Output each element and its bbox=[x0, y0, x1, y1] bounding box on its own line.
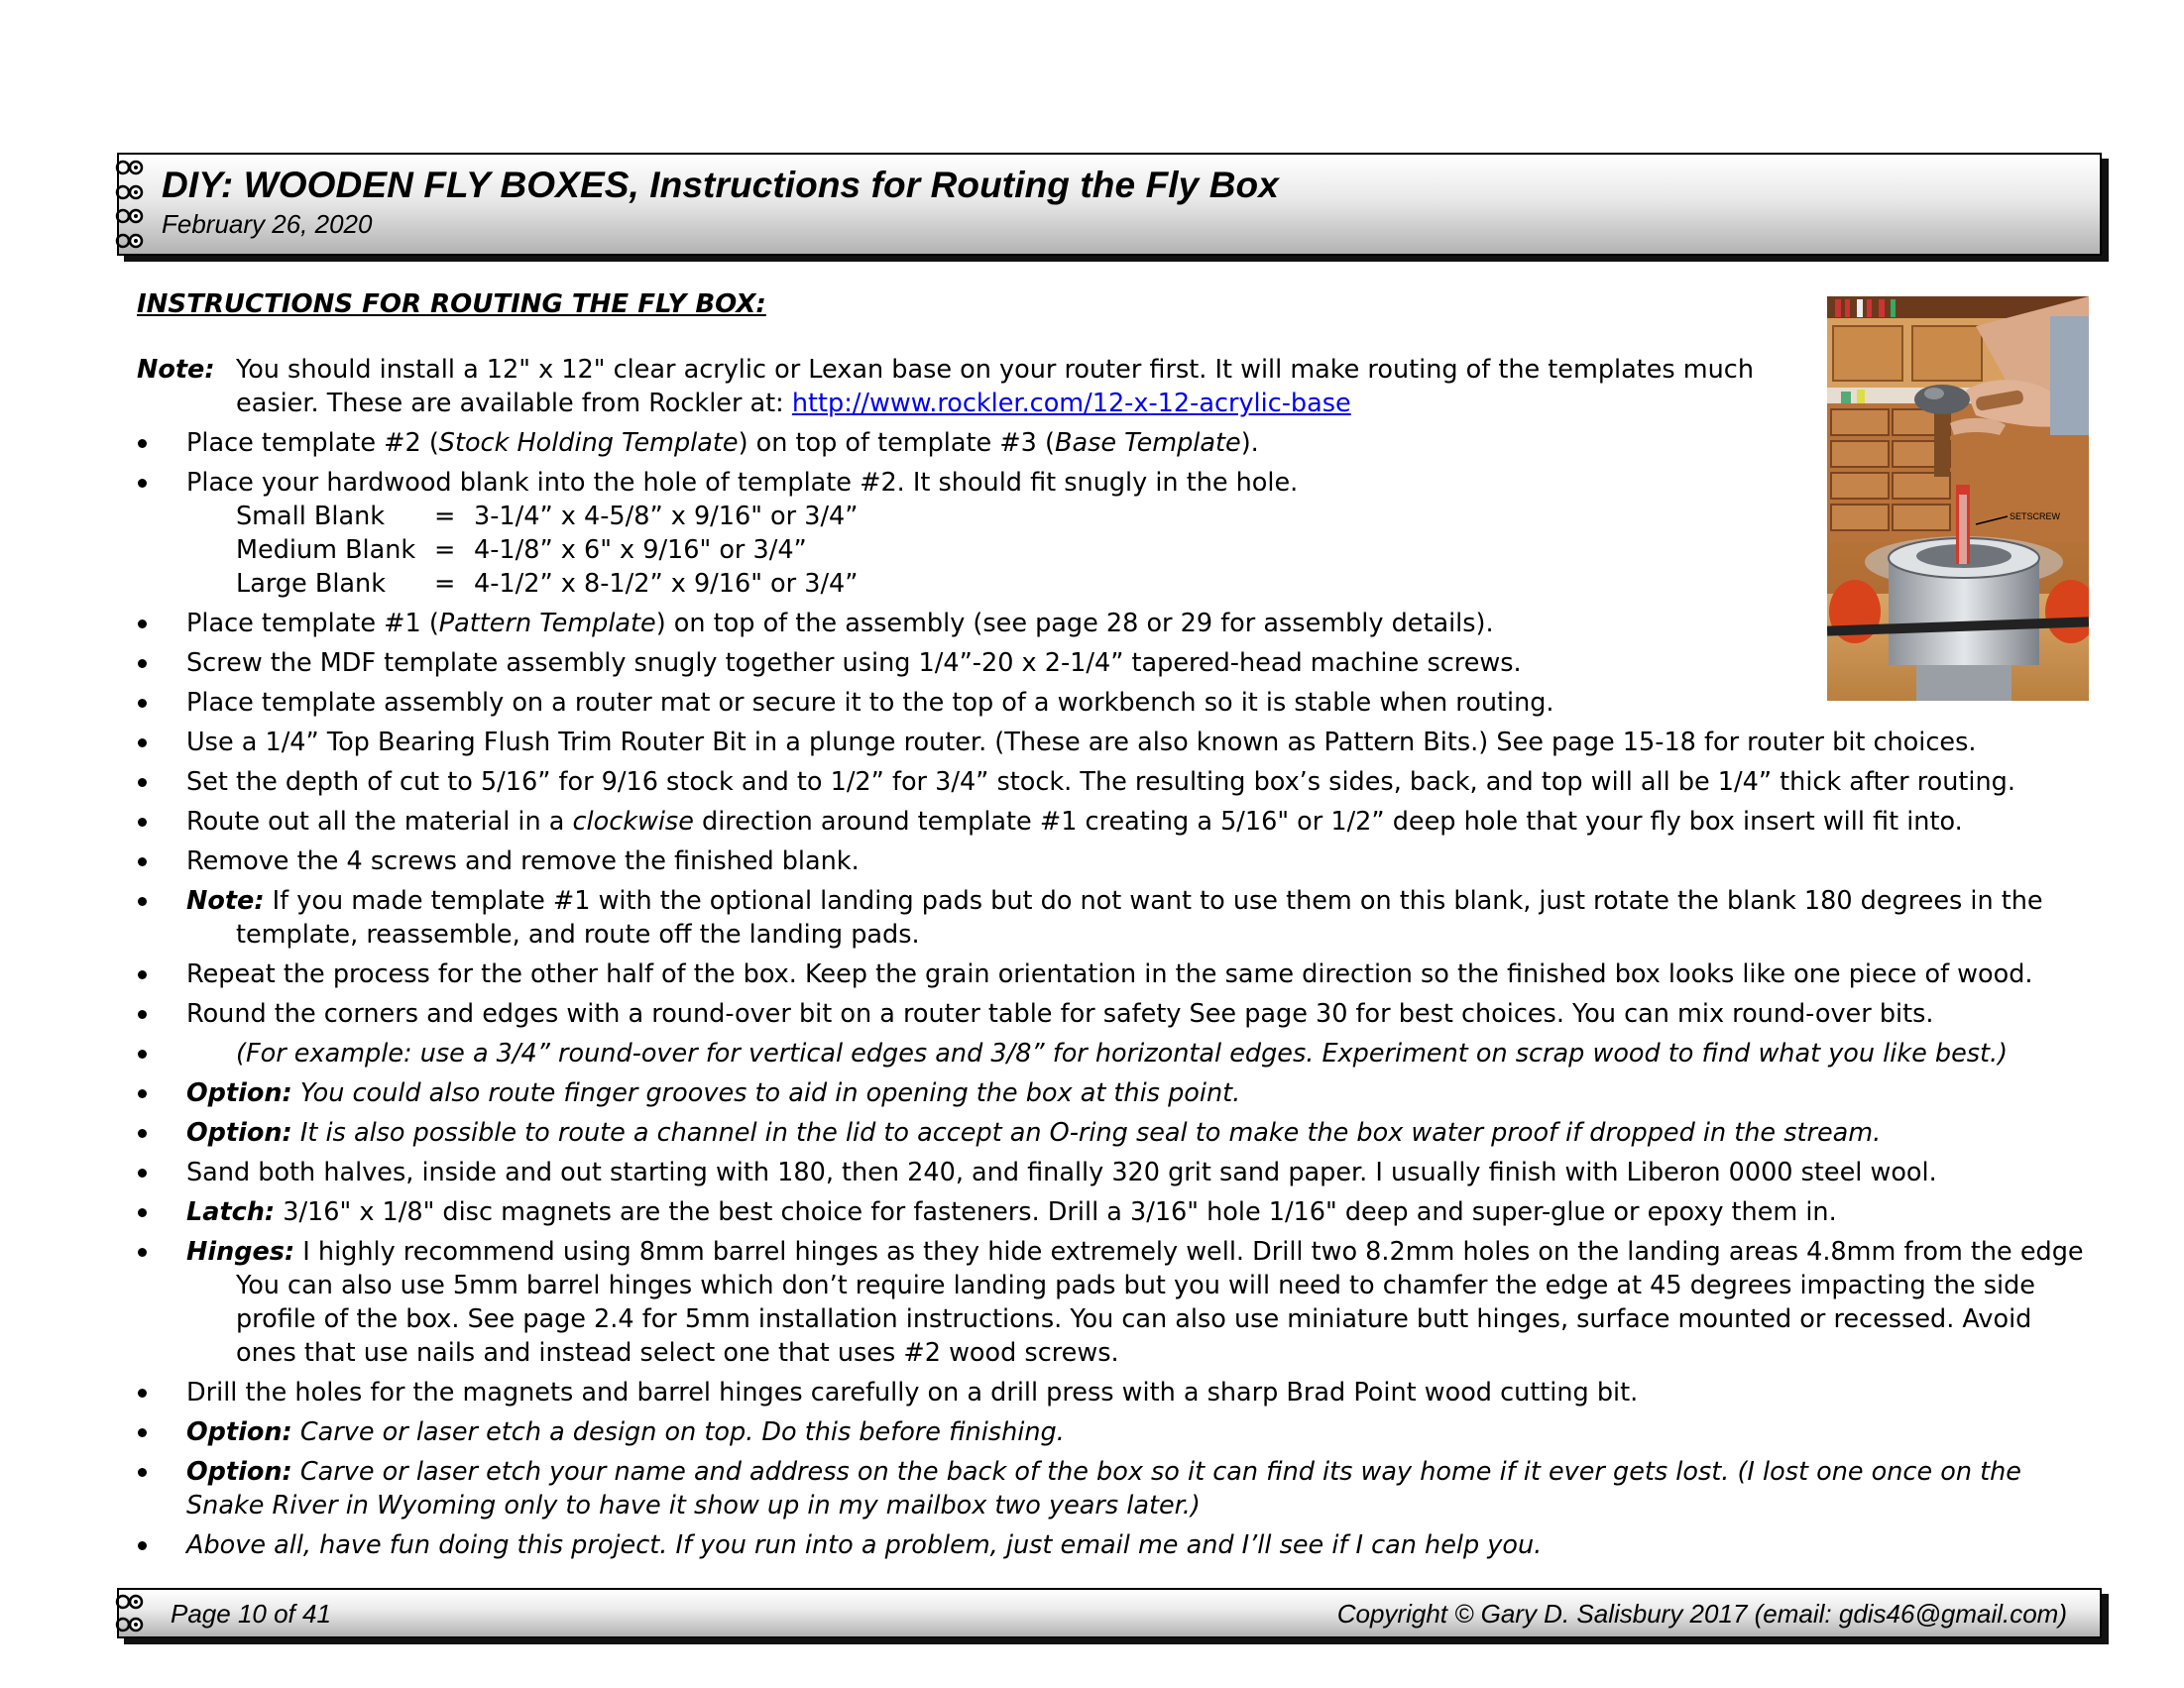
binder-rings bbox=[115, 1588, 147, 1638]
binder-ring-icon bbox=[115, 1592, 147, 1612]
list-item: Place your hardwood blank into the hole of template #2. It should fit snugly in the hole. Small Blank = 3-1/4” x 4-5/8” x 9/16" or 3/4” Medium Blank = 4-1/8” x 6" x 9/16" or 3/4” Large Blank = 4-1/2” x 8-1/2” x 9/16" or 3/4” bbox=[137, 466, 2120, 601]
bullet-icon bbox=[138, 1010, 147, 1019]
table-row: Small Blank = 3-1/4” x 4-5/8” x 9/16" or 3/4” bbox=[236, 502, 859, 531]
list-item: Latch: 3/16" x 1/8" disc magnets are the best choice for fasteners. Drill a 3/16" hole 1/16" deep and super-glue or epoxy them in. bbox=[137, 1195, 2120, 1229]
bullet-icon bbox=[138, 1208, 147, 1217]
list-item: Remove the 4 screws and remove the finished blank. bbox=[137, 844, 2120, 878]
blank-sizes-table bbox=[236, 500, 859, 601]
list-item: Hinges: I highly recommend using 8mm barrel hinges as they hide extremely well. Drill two 8.2mm holes on the landing areas 4.8mm from the edge You can also use 5mm barrel hinges which don’t require landing pads but you will need to chamfer the edge at 45 degrees impacting the side profile of the box. See page 2.4 for 5mm installation instructions. You can also use miniature butt hinges, surface mounted or recessed. Avoid ones that use nails and instead select one that uses #2 wood screws. bbox=[137, 1235, 2120, 1370]
list-item: Option: Carve or laser etch a design on top. Do this before finishing. bbox=[137, 1415, 2120, 1449]
binder-ring-icon bbox=[115, 1615, 147, 1634]
list-item: Option: You could also route finger grooves to aid in opening the box at this point. bbox=[137, 1076, 2120, 1110]
table-row: Medium Blank = 4-1/8” x 6" x 9/16" or 3/4” bbox=[236, 535, 807, 565]
list-item: Use a 1/4” Top Bearing Flush Trim Router Bit in a plunge router. (These are also known as Pattern Bits.) See page 15-18 for router bit choices. bbox=[137, 726, 2120, 759]
document-date: February 26, 2020 bbox=[162, 209, 373, 239]
router-base-note bbox=[137, 353, 2120, 420]
rockler-link[interactable]: http://www.rockler.com/12-x-12-acrylic-base bbox=[791, 389, 1351, 418]
list-item: Place template #1 (Pattern Template) on top of the assembly (see page 28 or 29 for assembly details). bbox=[137, 607, 2120, 640]
binder-ring-icon bbox=[115, 231, 147, 251]
bullet-icon bbox=[138, 897, 147, 906]
list-item: Above all, have fun doing this project. If you run into a problem, just email me and I’ll see if I can help you. bbox=[137, 1528, 2120, 1562]
list-item: Note: If you made template #1 with the optional landing pads but do not want to use them on this blank, just rotate the blank 180 degrees in the template, reassemble, and route off the landing pads. bbox=[137, 884, 2120, 952]
instructions-body bbox=[137, 353, 2120, 1568]
note-line-1: You should install a 12" x 12" clear acrylic or Lexan base on your router first. It will make routing of the templates much bbox=[236, 355, 1754, 385]
note-line-2: easier. These are available from Rockler at: bbox=[236, 389, 792, 418]
list-item: Option: Carve or laser etch your name and address on the back of the box so it can find its way home if it ever gets lost. (I lost one once on the Snake River in Wyoming only to have it show up in my mailbox two years later.) bbox=[137, 1455, 2120, 1522]
binder-rings bbox=[115, 153, 147, 256]
binder-ring-icon bbox=[115, 206, 147, 226]
table-row: Large Blank = 4-1/2” x 8-1/2” x 9/16" or 3/4” bbox=[236, 569, 859, 599]
bullet-icon bbox=[138, 1541, 147, 1550]
list-item: Route out all the material in a clockwise direction around template #1 creating a 5/16" or 1/2” deep hole that your fly box insert will fit into. bbox=[137, 805, 2120, 839]
instruction-list bbox=[137, 426, 2120, 1562]
list-item: (For example: use a 3/4” round-over for vertical edges and 3/8” for horizontal edges. Experiment on scrap wood to find what you like best.) bbox=[137, 1037, 2120, 1070]
bullet-icon bbox=[138, 1050, 147, 1059]
bullet-icon bbox=[138, 1389, 147, 1398]
list-item: Round the corners and edges with a round-over bit on a router table for safety See page 30 for best choices. You can mix round-over bits. bbox=[137, 997, 2120, 1031]
list-item: Option: It is also possible to route a channel in the lid to accept an O-ring seal to make the box water proof if dropped in the stream. bbox=[137, 1116, 2120, 1150]
section-heading: INSTRUCTIONS FOR ROUTING THE FLY BOX: bbox=[137, 289, 766, 319]
bullet-icon bbox=[138, 1089, 147, 1098]
bullet-icon bbox=[138, 439, 147, 448]
list-item: Set the depth of cut to 5/16” for 9/16 stock and to 1/2” for 3/4” stock. The resulting box’s sides, back, and top will all be 1/4” thick after routing. bbox=[137, 765, 2120, 799]
setscrew-label: SETSCREW bbox=[2010, 511, 2061, 521]
list-item: Screw the MDF template assembly snugly together using 1/4”-20 x 2-1/4” tapered-head machine screws. bbox=[137, 646, 2120, 680]
list-item: Repeat the process for the other half of the box. Keep the grain orientation in the same direction so the finished box looks like one piece of wood. bbox=[137, 957, 2120, 991]
bullet-icon bbox=[138, 818, 147, 827]
bullet-icon bbox=[138, 970, 147, 979]
note-label: Note: bbox=[137, 355, 215, 385]
bullet-icon bbox=[138, 857, 147, 866]
bullet-icon bbox=[138, 1428, 147, 1437]
bullet-icon bbox=[138, 699, 147, 708]
document-title: DIY: WOODEN FLY BOXES, Instructions for Routing the Fly Box bbox=[162, 165, 1279, 205]
copyright-notice: Copyright © Gary D. Salisbury 2017 (email: gdis46@gmail.com) bbox=[1336, 1599, 2067, 1629]
bullet-icon bbox=[138, 1248, 147, 1257]
bullet-icon bbox=[138, 1169, 147, 1178]
binder-ring-icon bbox=[115, 158, 147, 177]
list-item: Drill the holes for the magnets and barrel hinges carefully on a drill press with a sharp Brad Point wood cutting bit. bbox=[137, 1376, 2120, 1409]
binder-ring-icon bbox=[115, 182, 147, 202]
bullet-icon bbox=[138, 659, 147, 668]
page-number: Page 10 of 41 bbox=[171, 1599, 331, 1629]
bullet-icon bbox=[138, 479, 147, 488]
list-item: Place template assembly on a router mat or secure it to the top of a workbench so it is stable when routing. bbox=[137, 686, 2120, 720]
list-item: Place template #2 (Stock Holding Template) on top of template #3 (Base Template). bbox=[137, 426, 2120, 460]
bullet-icon bbox=[138, 1468, 147, 1477]
list-item: Sand both halves, inside and out starting with 180, then 240, and finally 320 grit sand paper. I usually finish with Liberon 0000 steel wool. bbox=[137, 1156, 2120, 1189]
bullet-icon bbox=[138, 738, 147, 747]
bullet-icon bbox=[138, 619, 147, 628]
bullet-icon bbox=[138, 778, 147, 787]
bullet-icon bbox=[138, 1129, 147, 1138]
